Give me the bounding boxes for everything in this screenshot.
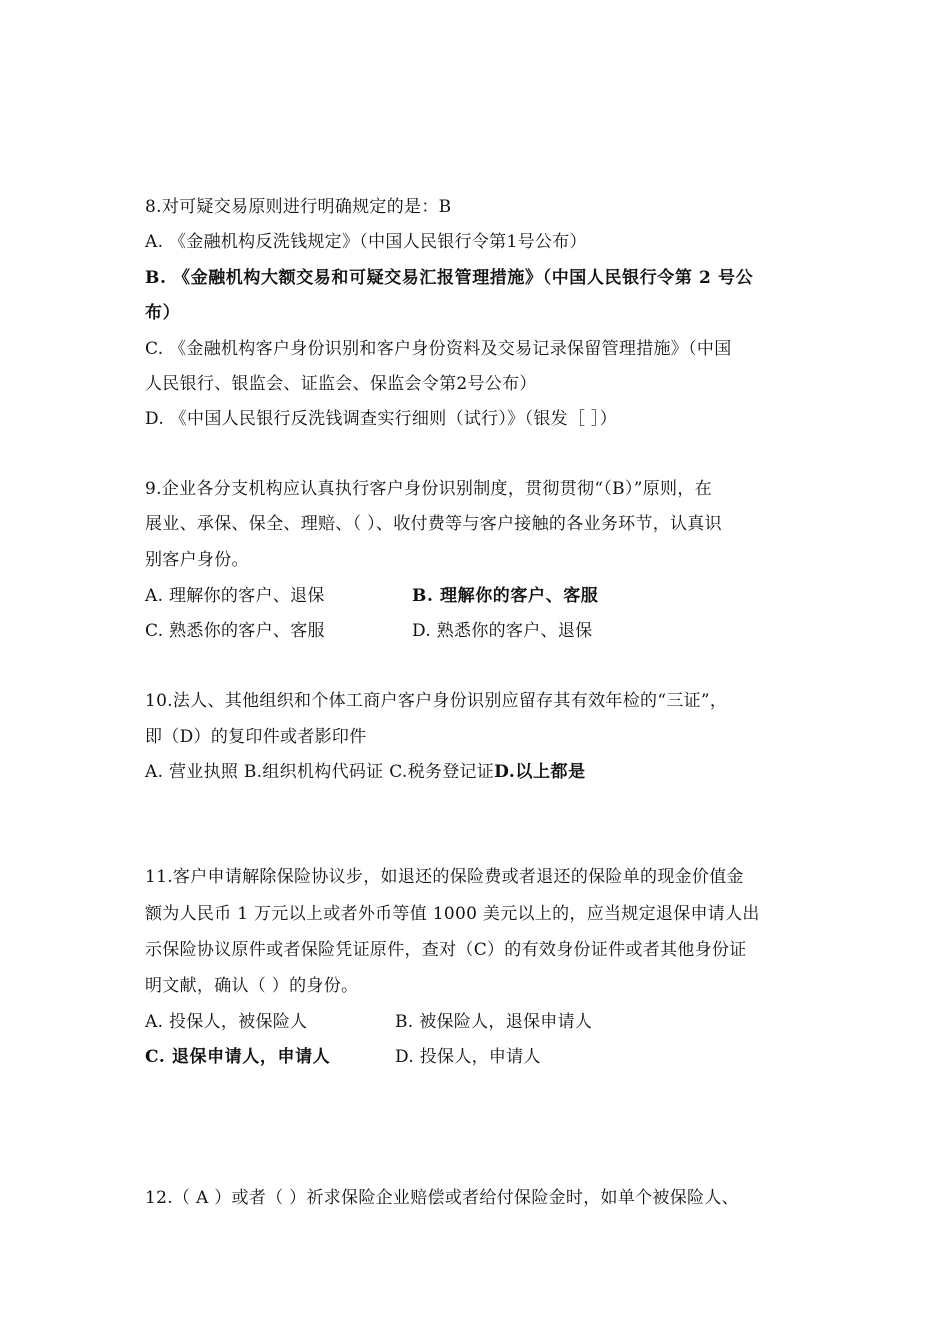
q11-stem-line4: 明文献，确认（ ）的身份。 [145, 976, 359, 996]
q9-options-row2 [145, 619, 745, 643]
q8-option-b-line2: 布） [145, 303, 181, 323]
q9-option-d: D. 熟悉你的客户、退保 [412, 621, 593, 641]
q9-options-row1 [145, 584, 745, 608]
q8-stem: 8.对可疑交易原则进行明确规定的是：B [145, 197, 452, 217]
q11-stem-line2: 额为人民币 1 万元以上或者外币等值 1000 美元以上的，应当规定退保申请人出 [145, 904, 760, 924]
q10-options-abc: A. 营业执照 B.组织机构代码证 C.税务登记证 [145, 762, 495, 782]
q8-option-a: A. 《金融机构反洗钱规定》（中国人民银行令第1号公布） [145, 232, 587, 252]
q9-option-a: A. 理解你的客户、退保 [145, 586, 325, 606]
q8-option-c-line1: C. 《金融机构客户身份识别和客户身份资料及交易记录保留管理措施》（中国 [145, 339, 732, 359]
q10-stem-line2: 即（D）的复印件或者影印件 [145, 727, 367, 747]
q8-option-d: D. 《中国人民银行反洗钱调查实行细则（试行）》（银发［ ］） [145, 409, 618, 429]
q11-option-a: A. 投保人，被保险人 [145, 1012, 308, 1032]
q11-options-row2 [145, 1045, 745, 1069]
q11-options-row1 [145, 1010, 745, 1034]
q9-option-c: C. 熟悉你的客户、客服 [145, 621, 325, 641]
q10-option-d: D.以上都是 [494, 762, 586, 782]
q11-stem-line3: 示保险协议原件或者保险凭证原件，查对（C）的有效身份证件或者其他身份证 [145, 940, 747, 960]
q11-option-b: B. 被保险人，退保申请人 [395, 1012, 593, 1032]
q9-option-b: B. 理解你的客户、客服 [412, 586, 599, 606]
q12-stem-line1: 12.（ A ）或者（ ）祈求保险企业赔偿或者给付保险金时，如单个被保险人、 [145, 1188, 739, 1208]
q10-options [145, 760, 586, 784]
q9-stem-line2: 展业、承保、保全、理赔、（ ）、收付费等与客户接触的各业务环节，认真识 [145, 514, 722, 534]
q11-stem-line1: 11.客户申请解除保险协议步，如退还的保险费或者退还的保险单的现金价值金 [145, 867, 744, 887]
q8-option-c-line2: 人民银行、银监会、证监会、保监会令第2号公布） [145, 374, 537, 394]
q11-option-d: D. 投保人，申请人 [395, 1047, 541, 1067]
q8-option-b-line1: B. 《金融机构大额交易和可疑交易汇报管理措施》（中国人民银行令第 2 号公 [145, 268, 754, 288]
q10-stem-line1: 10.法人、其他组织和个体工商户客户身份识别应留存其有效年检的“三证”， [145, 691, 728, 711]
q9-stem-line1: 9.企业各分支机构应认真执行客户身份识别制度，贯彻贯彻“（B）”原则，在 [145, 479, 712, 499]
q9-stem-line3: 别客户身份。 [145, 550, 249, 570]
q11-option-c: C. 退保申请人，申请人 [145, 1047, 331, 1067]
